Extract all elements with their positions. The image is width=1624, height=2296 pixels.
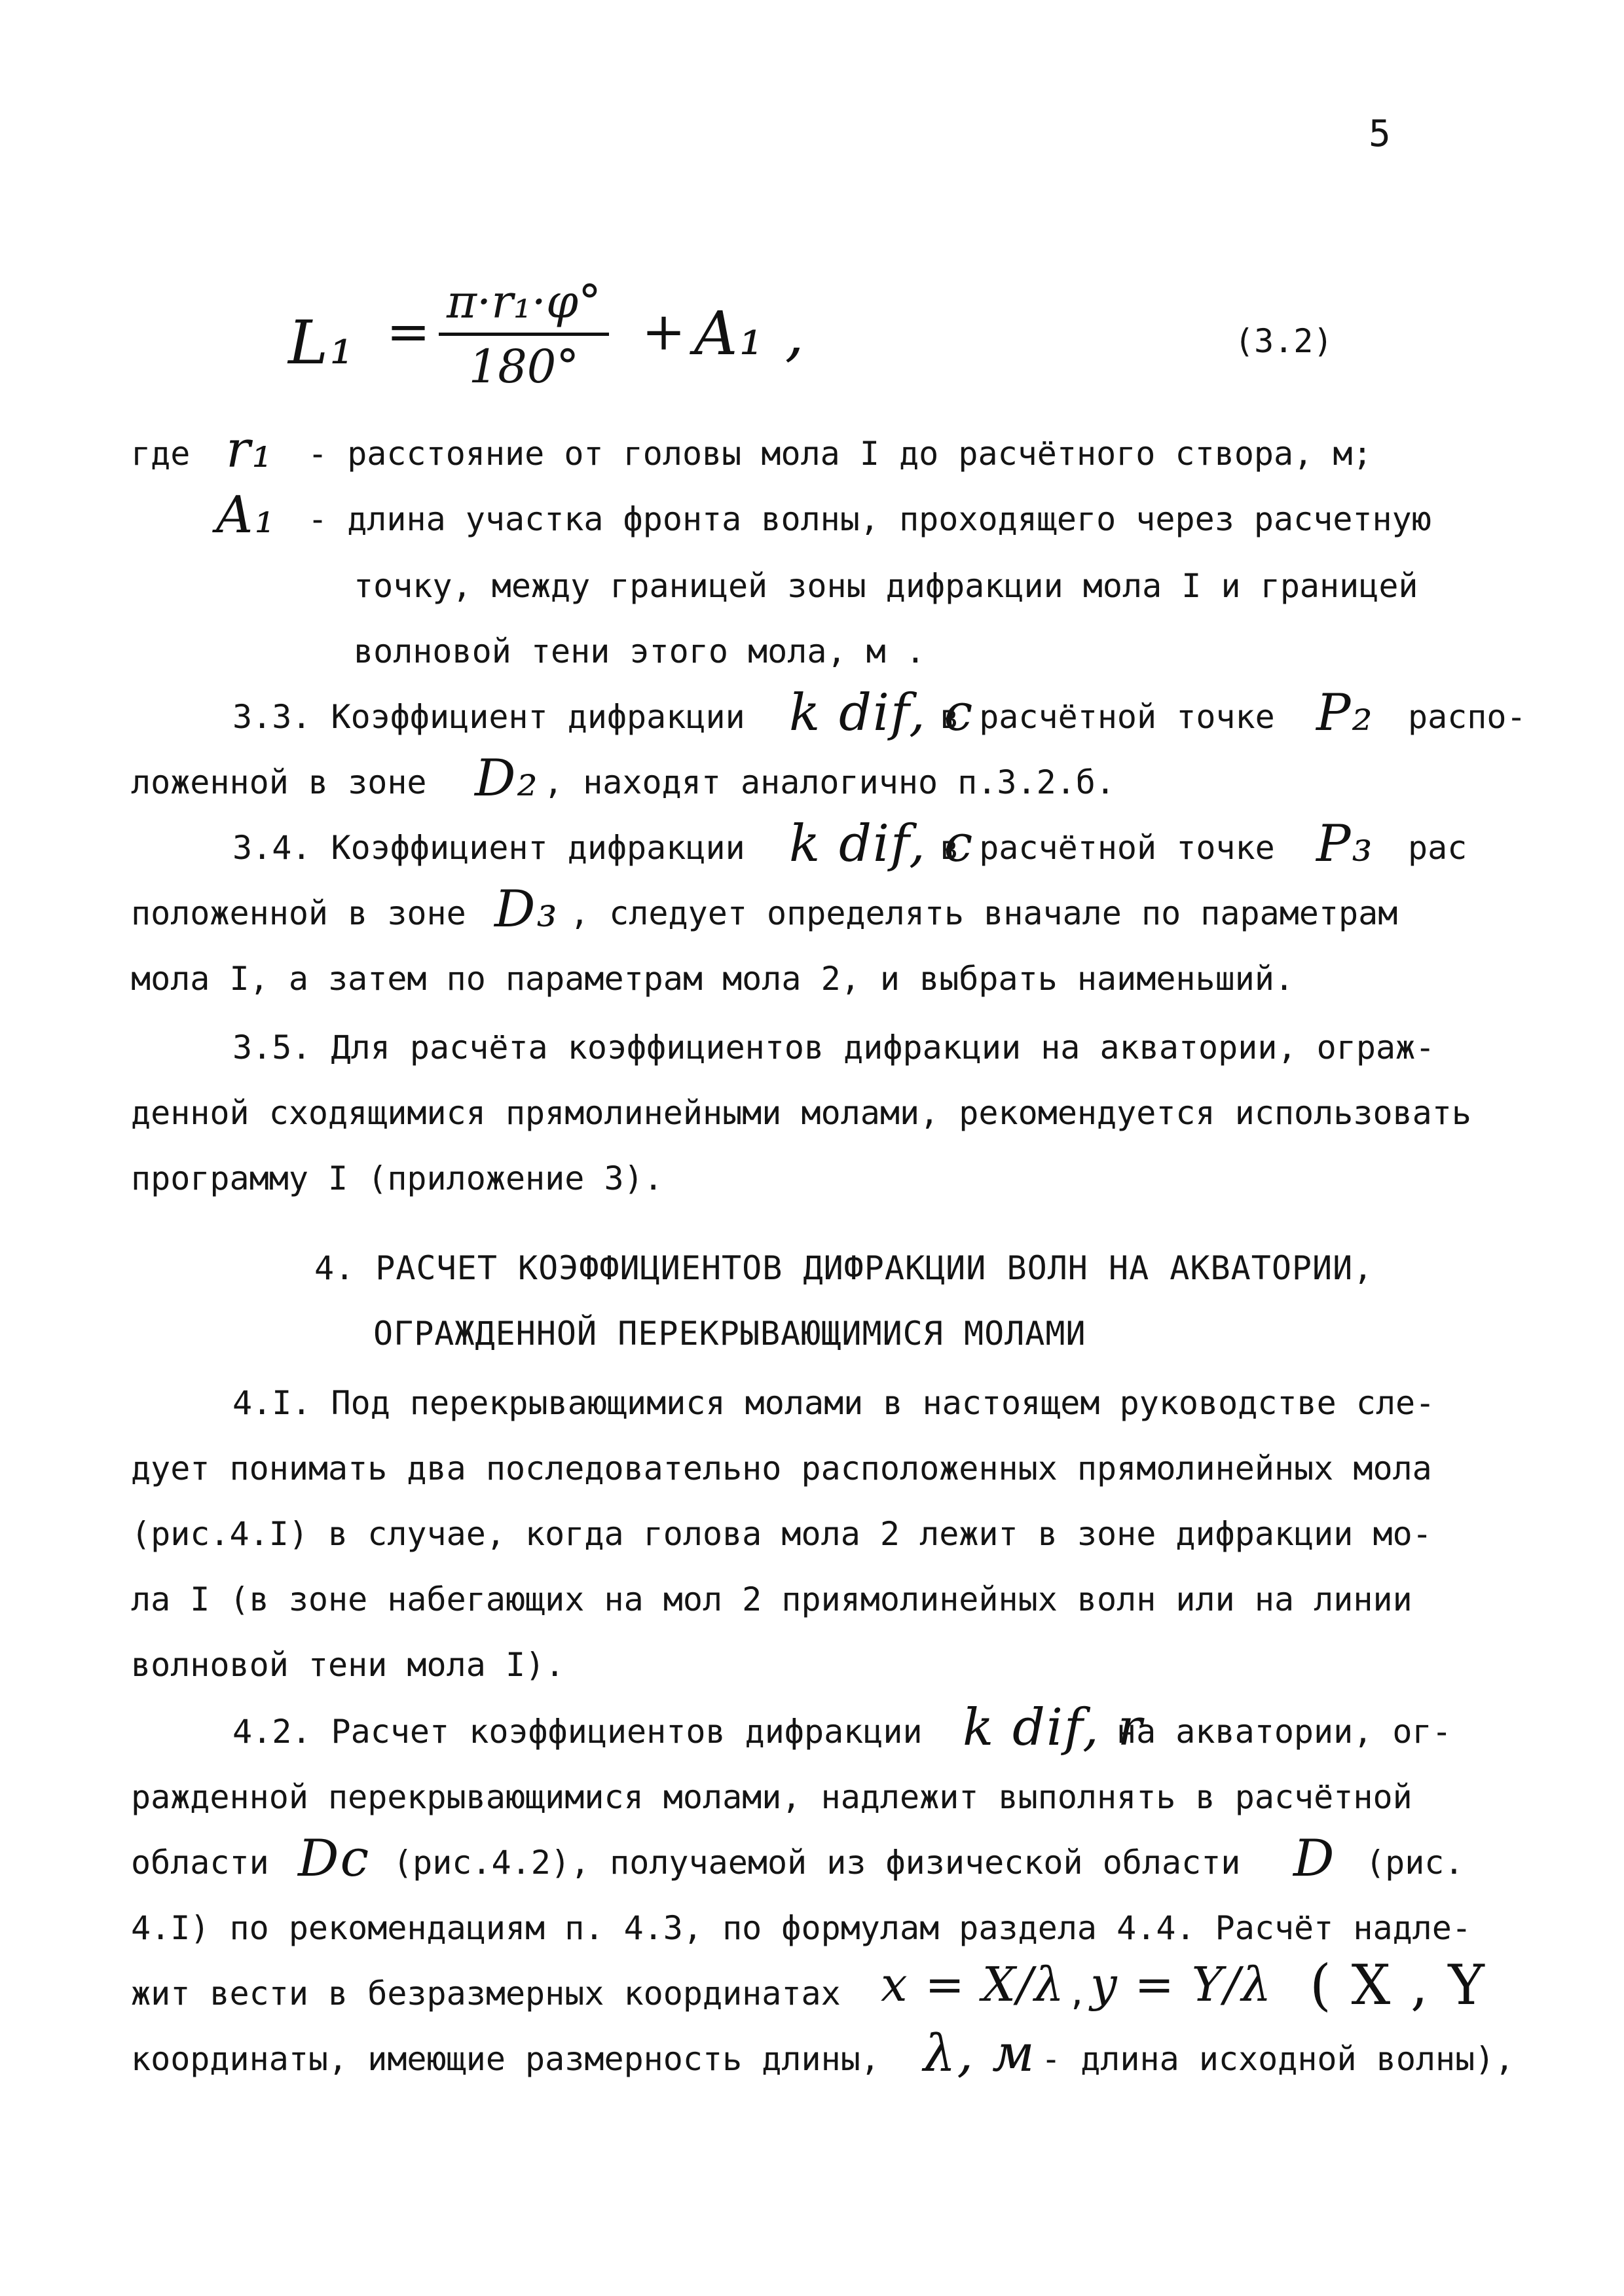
definition-a1-line2: точку, между границей зоны дифракции мола I и границей xyxy=(354,567,1418,605)
formula-equals: = xyxy=(386,301,432,362)
symbol-r1: r₁ xyxy=(226,420,274,479)
p42-line1-end: на акватории, ог- xyxy=(1116,1713,1452,1751)
p42-line1-start: 4.2. Расчет коэффициентов дифракции xyxy=(232,1713,923,1751)
formula-lhs: L₁ xyxy=(288,308,355,378)
page-number: 5 xyxy=(1369,113,1391,155)
p33-line2-start: ложенной в зоне xyxy=(131,763,427,801)
p42-line5-start: жит вести в безразмерных координатах xyxy=(131,1975,841,2013)
section-4-title-line1: 4. РАСЧЕТ КОЭФФИЦИЕНТОВ ДИФРАКЦИИ ВОЛН НА АКВАТОРИИ, xyxy=(314,1249,1374,1287)
definition-r1-text: - расстояние от головы мола I до расчётного створа, м; xyxy=(308,435,1373,473)
symbol-lambda-m: λ, м xyxy=(923,2024,1036,2083)
p35-line2: денной сходящимися прямолинейными молами, рекомендуется использовать xyxy=(131,1094,1471,1132)
p34-line2-start: положенной в зоне xyxy=(131,894,466,932)
p42-line3-start: области xyxy=(131,1844,269,1882)
formula-number: (3.2) xyxy=(1234,322,1333,360)
p42-line2: ражденной перекрывающимися молами, надлежит выполнять в расчётной xyxy=(131,1778,1412,1816)
p42-line3-mid: (рис.4.2), получаемой из физической области xyxy=(393,1844,1241,1882)
coordinate-x: x = X/λ xyxy=(881,1957,1065,2012)
coordinate-separator: , xyxy=(1067,1975,1088,2013)
symbol-k-dif-c: k dif, c xyxy=(789,683,974,742)
p35-line1: 3.5. Для расчёта коэффициентов дифракции на акватории, ограж- xyxy=(232,1029,1435,1066)
symbol-d: D xyxy=(1293,1829,1336,1888)
formula-3-2 xyxy=(288,275,1333,406)
definition-a1-line1: - длина участка фронта волны, проходящего через расчетную xyxy=(308,500,1431,538)
p42-line6-start: координаты, имеющие размерность длины, xyxy=(131,2040,880,2078)
p33-line1-end: распо- xyxy=(1408,698,1526,736)
formula-term: A₁ , xyxy=(694,299,805,369)
p41-line4: ла I (в зоне набегающих на мол 2 приямолинейных волн или на линии xyxy=(131,1580,1412,1618)
definition-where: где xyxy=(131,435,191,473)
p33-line1-mid: в расчётной точке xyxy=(940,698,1275,736)
symbol-d3: D₃ xyxy=(494,880,559,939)
formula-numerator: π·r₁·φ° xyxy=(446,275,602,329)
p34-line2-end: , следует определять вначале по параметрам xyxy=(570,894,1398,932)
p35-line3: программу I (приложение 3). xyxy=(131,1159,663,1197)
symbol-k-dif-r: k dif, r xyxy=(963,1698,1143,1757)
formula-denominator: 180° xyxy=(468,340,580,393)
p42-line3-end: (рис. xyxy=(1365,1844,1464,1882)
formula-plus: + xyxy=(642,301,688,362)
p41-line2: дует понимать два последовательно расположенных прямолинейных мола xyxy=(131,1449,1432,1487)
section-4-title-line2: ОГРАЖДЕННОЙ ПЕРЕКРЫВАЮЩИМИСЯ МОЛАМИ xyxy=(373,1315,1086,1353)
p41-line3: (рис.4.I) в случае, когда голова мола 2 лежит в зоне дифракции мо- xyxy=(131,1515,1432,1553)
p42-line6-end: - длина исходной волны), xyxy=(1041,2040,1515,2078)
coordinate-y: y = Y/λ xyxy=(1090,1957,1273,2012)
symbol-p2: P₂ xyxy=(1316,683,1374,742)
p34-line3: мола I, а затем по параметрам мола 2, и выбрать наименьший. xyxy=(131,960,1295,998)
coordinate-xy-paren: ( X , Y xyxy=(1310,1953,1486,2017)
p34-line1-end: рас xyxy=(1408,829,1467,867)
formula-fraction xyxy=(439,275,609,393)
p34-line1-start: 3.4. Коэффициент дифракции xyxy=(232,829,745,867)
fraction-bar xyxy=(439,333,609,336)
p33-line1-start: 3.3. Коэффициент дифракции xyxy=(232,698,745,736)
definition-a1-line3: волновой тени этого мола, м . xyxy=(354,632,925,670)
symbol-p3: P₃ xyxy=(1316,814,1374,873)
symbol-k-dif-c-2: k dif, c xyxy=(789,814,974,873)
symbol-dc: Dc xyxy=(298,1829,371,1888)
p41-line5: волновой тени мола I). xyxy=(131,1646,565,1684)
p34-line1-mid: в расчётной точке xyxy=(940,829,1275,867)
symbol-a1: A₁ xyxy=(216,486,276,545)
p42-line4: 4.I) по рекомендациям п. 4.3, по формулам раздела 4.4. Расчёт надле- xyxy=(131,1909,1471,1947)
symbol-d2: D₂ xyxy=(475,749,539,808)
p33-line2-end: , находят аналогично п.3.2.б. xyxy=(544,763,1115,801)
p41-line1: 4.I. Под перекрывающимися молами в настоящем руководстве сле- xyxy=(232,1384,1435,1422)
